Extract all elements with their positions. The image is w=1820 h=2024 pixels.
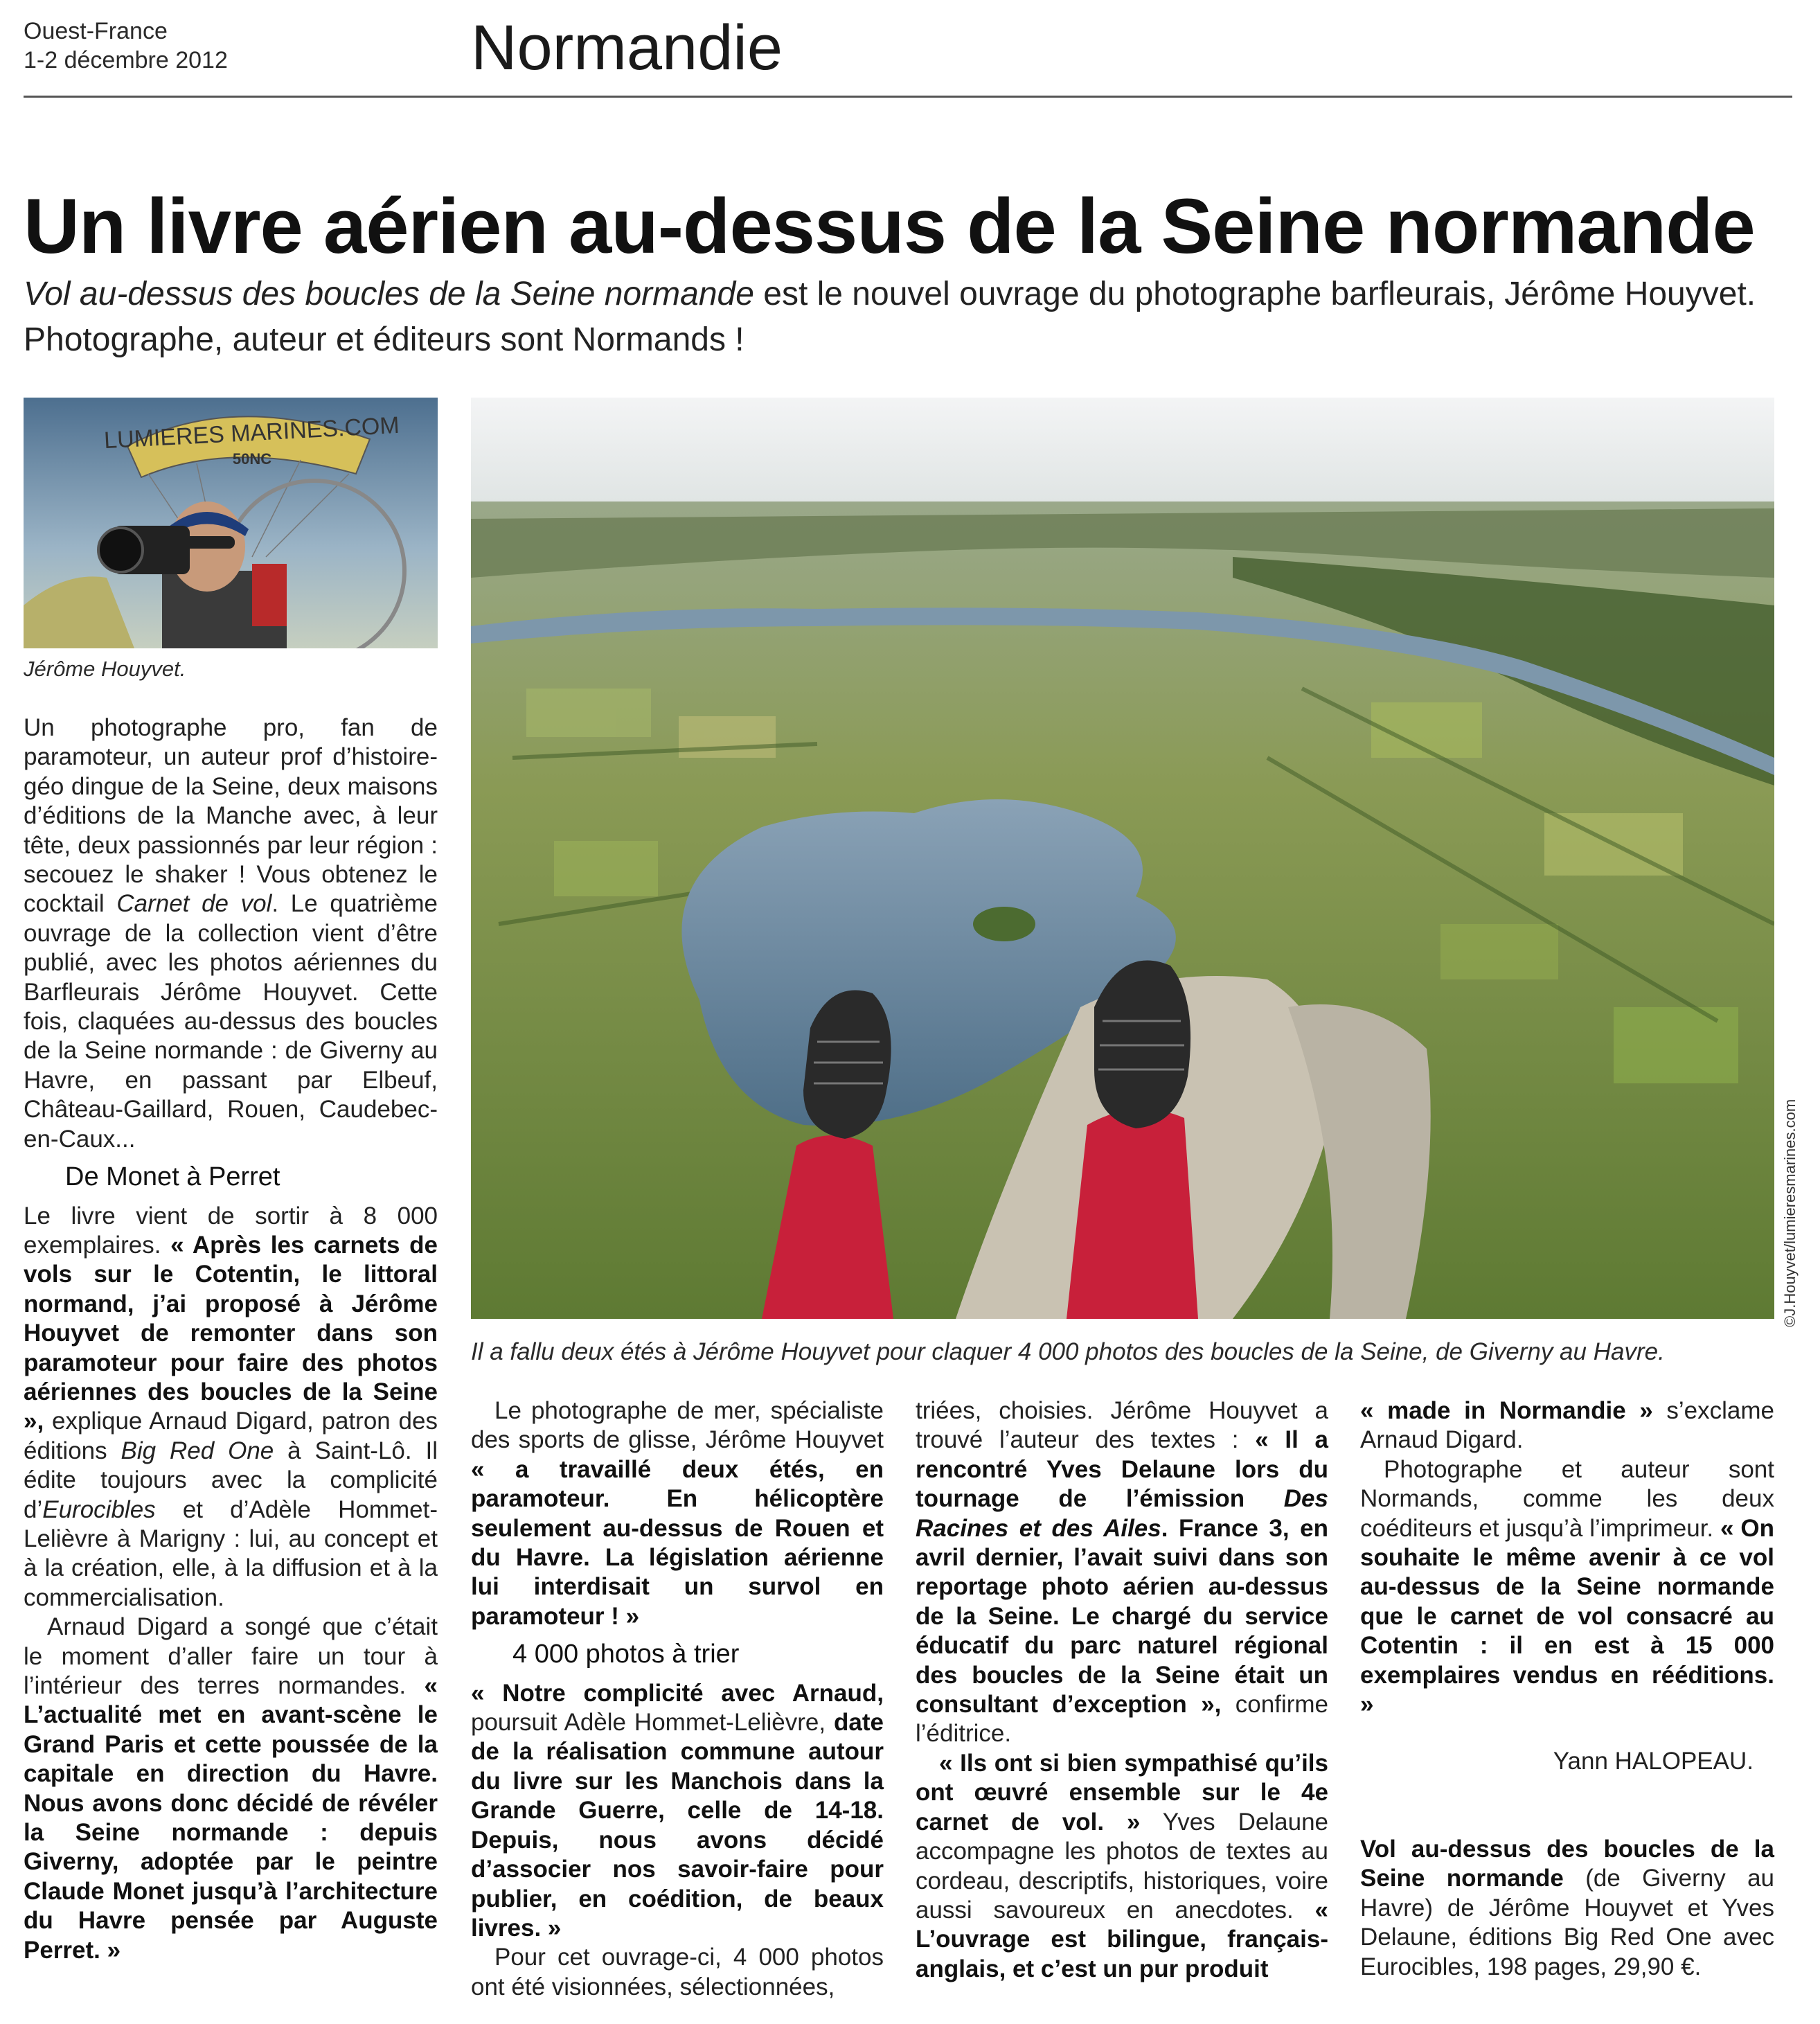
book-info [1360, 1835, 1774, 1982]
quote: « Notre complicité avec Arnaud, [471, 1679, 884, 1707]
quote: « made in Normandie » [1360, 1397, 1653, 1424]
article-column-2 [471, 1396, 884, 2002]
masthead-info [24, 17, 228, 75]
italic-text: Big Red One [121, 1437, 274, 1464]
paragraph [1360, 1396, 1774, 1455]
quote: « a travaillé deux étés, en paramoteur. En hélicoptère seulement au-dessus de Rouen et du Havre. La législation aérienne lui interdisait un survol en paramoteur ! » [471, 1455, 884, 1630]
dek-text: est le nouvel ouvrage du photographe barfleurais, Jérôme Houyvet. Photographe, auteur et éditeurs sont Normands ! [24, 276, 1756, 358]
book-title: Vol au-dessus des boucles de la Seine normande [1360, 1835, 1774, 1892]
text: confirme l’éditrice. [916, 1691, 1328, 1748]
paraglider-text: LUMIERES MARINES.COM [103, 411, 400, 454]
aerial-photo-caption: Il a fallu deux étés à Jérôme Houyvet pour claquer 4 000 photos des boucles de la Seine, de Giverny au Havre. [471, 1338, 1665, 1365]
text: Le livre vient de sortir à 8 000 exemplaires. [24, 1202, 438, 1259]
pilot-photo-caption: Jérôme Houyvet. [24, 657, 186, 681]
quote: « L’ouvrage est bilingue, français-anglais, et c’est un pur produit [916, 1896, 1328, 1982]
header-rule [24, 96, 1792, 98]
quote: « Après les carnets de vols sur le Cotentin, le littoral normand, j’ai proposé à Jérôme Houyvet de remonter dans son paramoteur pour faire des photos aériennes des boucles de la Seine », [24, 1231, 438, 1435]
text: et d’Adèle Hommet-Lelièvre à Marigny : lui, au concept et à la création, elle, à la diffusion et à la commercialisation. [24, 1495, 438, 1611]
paragraph [24, 1613, 438, 1965]
paragraph [916, 1396, 1328, 1749]
article-column-3 [916, 1396, 1328, 1984]
book-details: (de Giverny au Havre) de Jérôme Houyvet et Yves Delaune, éditions Big Red One avec Eurocibles, 198 pages, 29,90 €. [1360, 1865, 1774, 1980]
pilot-photo-illustration [24, 398, 438, 648]
quote: « Il a rencontré Yves Delaune lors du tournage de l’émission [916, 1426, 1328, 1513]
article-dek [24, 272, 1796, 363]
text: Arnaud Digard a songé que c’était le moment d’aller faire un tour à l’intérieur des terres normandes. [24, 1613, 438, 1699]
newspaper-name: Ouest-France [24, 18, 168, 44]
paragraph [24, 1202, 438, 1613]
text: poursuit Adèle Hommet-Lelièvre, [471, 1709, 835, 1737]
paragraph: Pour cet ouvrage-ci, 4 000 photos ont été visionnées, sélectionnées, [471, 1944, 884, 2000]
italic-text: Des Racines et des Ailes [916, 1485, 1328, 1542]
paragraph [916, 1749, 1328, 1984]
italic-text: Eurocibles [42, 1495, 156, 1523]
text: Yves Delaune accompagne les photos de textes au cordeau, descriptifs, historiques, voire aussi savoureux en anecdotes. [916, 1808, 1328, 1924]
quote: « On souhaite le même avenir à ce vol au-dessus de la Seine normande que le carnet de vol consacré au Cotentin : il en est à 15 000 exemplaires vendus en rééditions. » [1360, 1514, 1774, 1719]
article-headline: Un livre aérien au-dessus de la Seine normande [24, 183, 1755, 269]
text: à Saint-Lô. Il édite toujours avec la complicité d’ [24, 1437, 438, 1523]
subheading: 4 000 photos à trier [512, 1640, 740, 1669]
text: s’exclame Arnaud Digard. [1360, 1397, 1775, 1454]
photo-credit: ©J.Houyvet/lumieresmarines.com [1781, 1099, 1799, 1327]
text: Un photographe pro, fan de paramoteur, un auteur prof d’histoire-géo dingue de la Seine, deux maisons d’éditions de la Manche avec, à leur tête, deux passionnés par leur région : secouez le shaker ! Vous obtenez le cocktail [24, 714, 438, 918]
quote: . France 3, en avril dernier, l’avait suivi dans son reportage photo aérien au-dessus de la Seine. Le chargé du service éducatif du parc naturel régional des boucles de la Seine était un consultant d’exception », [916, 1514, 1328, 1719]
italic-text: Carnet de vol [116, 890, 272, 918]
paragraph [1360, 1455, 1774, 1720]
text: Le photographe de mer, spécialiste des sports de glisse, Jérôme Houyvet [471, 1397, 884, 1454]
text: triées, choisies. Jérôme Houyvet a trouvé l’auteur des textes : [916, 1397, 1328, 1454]
dek-book-title: Vol au-dessus des boucles de la Seine normande [24, 276, 754, 312]
article-column-1 [24, 713, 438, 1965]
paragraph [24, 713, 438, 1154]
quote: « L’actualité met en avant-scène le Grand Paris et cette poussée de la capitale en direction du Havre. Nous avons donc décidé de révéler la Seine normande : depuis Giverny, adoptée par le peintre Claude Monet jusqu’à l’architecture du Havre pensée par Auguste Perret. » [24, 1672, 438, 1964]
subheading: De Monet à Perret [65, 1162, 280, 1192]
issue-date: 1-2 décembre 2012 [24, 47, 228, 73]
aerial-seine-illustration [471, 398, 1774, 1319]
paraglider-subtext: 50NC [232, 450, 272, 468]
author-signature: Yann HALOPEAU. [1553, 1748, 1754, 1775]
aerial-seine-photo [471, 398, 1774, 1319]
section-title: Normandie [471, 12, 783, 83]
text: explique Arnaud Digard, patron des éditions [24, 1408, 438, 1464]
paragraph [471, 1679, 884, 1944]
quote: « Ils ont si bien sympathisé qu’ils ont œuvré ensemble sur le 4e carnet de vol. » [916, 1749, 1328, 1836]
article-column-4 [1360, 1396, 1774, 1982]
pilot-photo [24, 398, 438, 648]
paragraph [471, 1396, 884, 1631]
text: . Le quatrième ouvrage de la collection vient d’être publié, avec les photos aériennes du Barfleurais Jérôme Houyvet. Cette fois, claquées au-dessus des boucles de la Seine normande : de Giverny au Havre, en passant par Elbeuf, Château-Gaillard, Rouen, Caudebec-en-Caux... [24, 890, 438, 1153]
text: Photographe et auteur sont Normands, comme les deux coéditeurs et jusqu’à l’imprimeur. [1360, 1455, 1774, 1542]
quote: date de la réalisation commune autour du livre sur les Manchois dans la Grande Guerre, celle de 14-18. Depuis, nous avons décidé d’associer nos savoir-faire pour publier, en coédition, de beaux livres. » [471, 1709, 884, 1942]
